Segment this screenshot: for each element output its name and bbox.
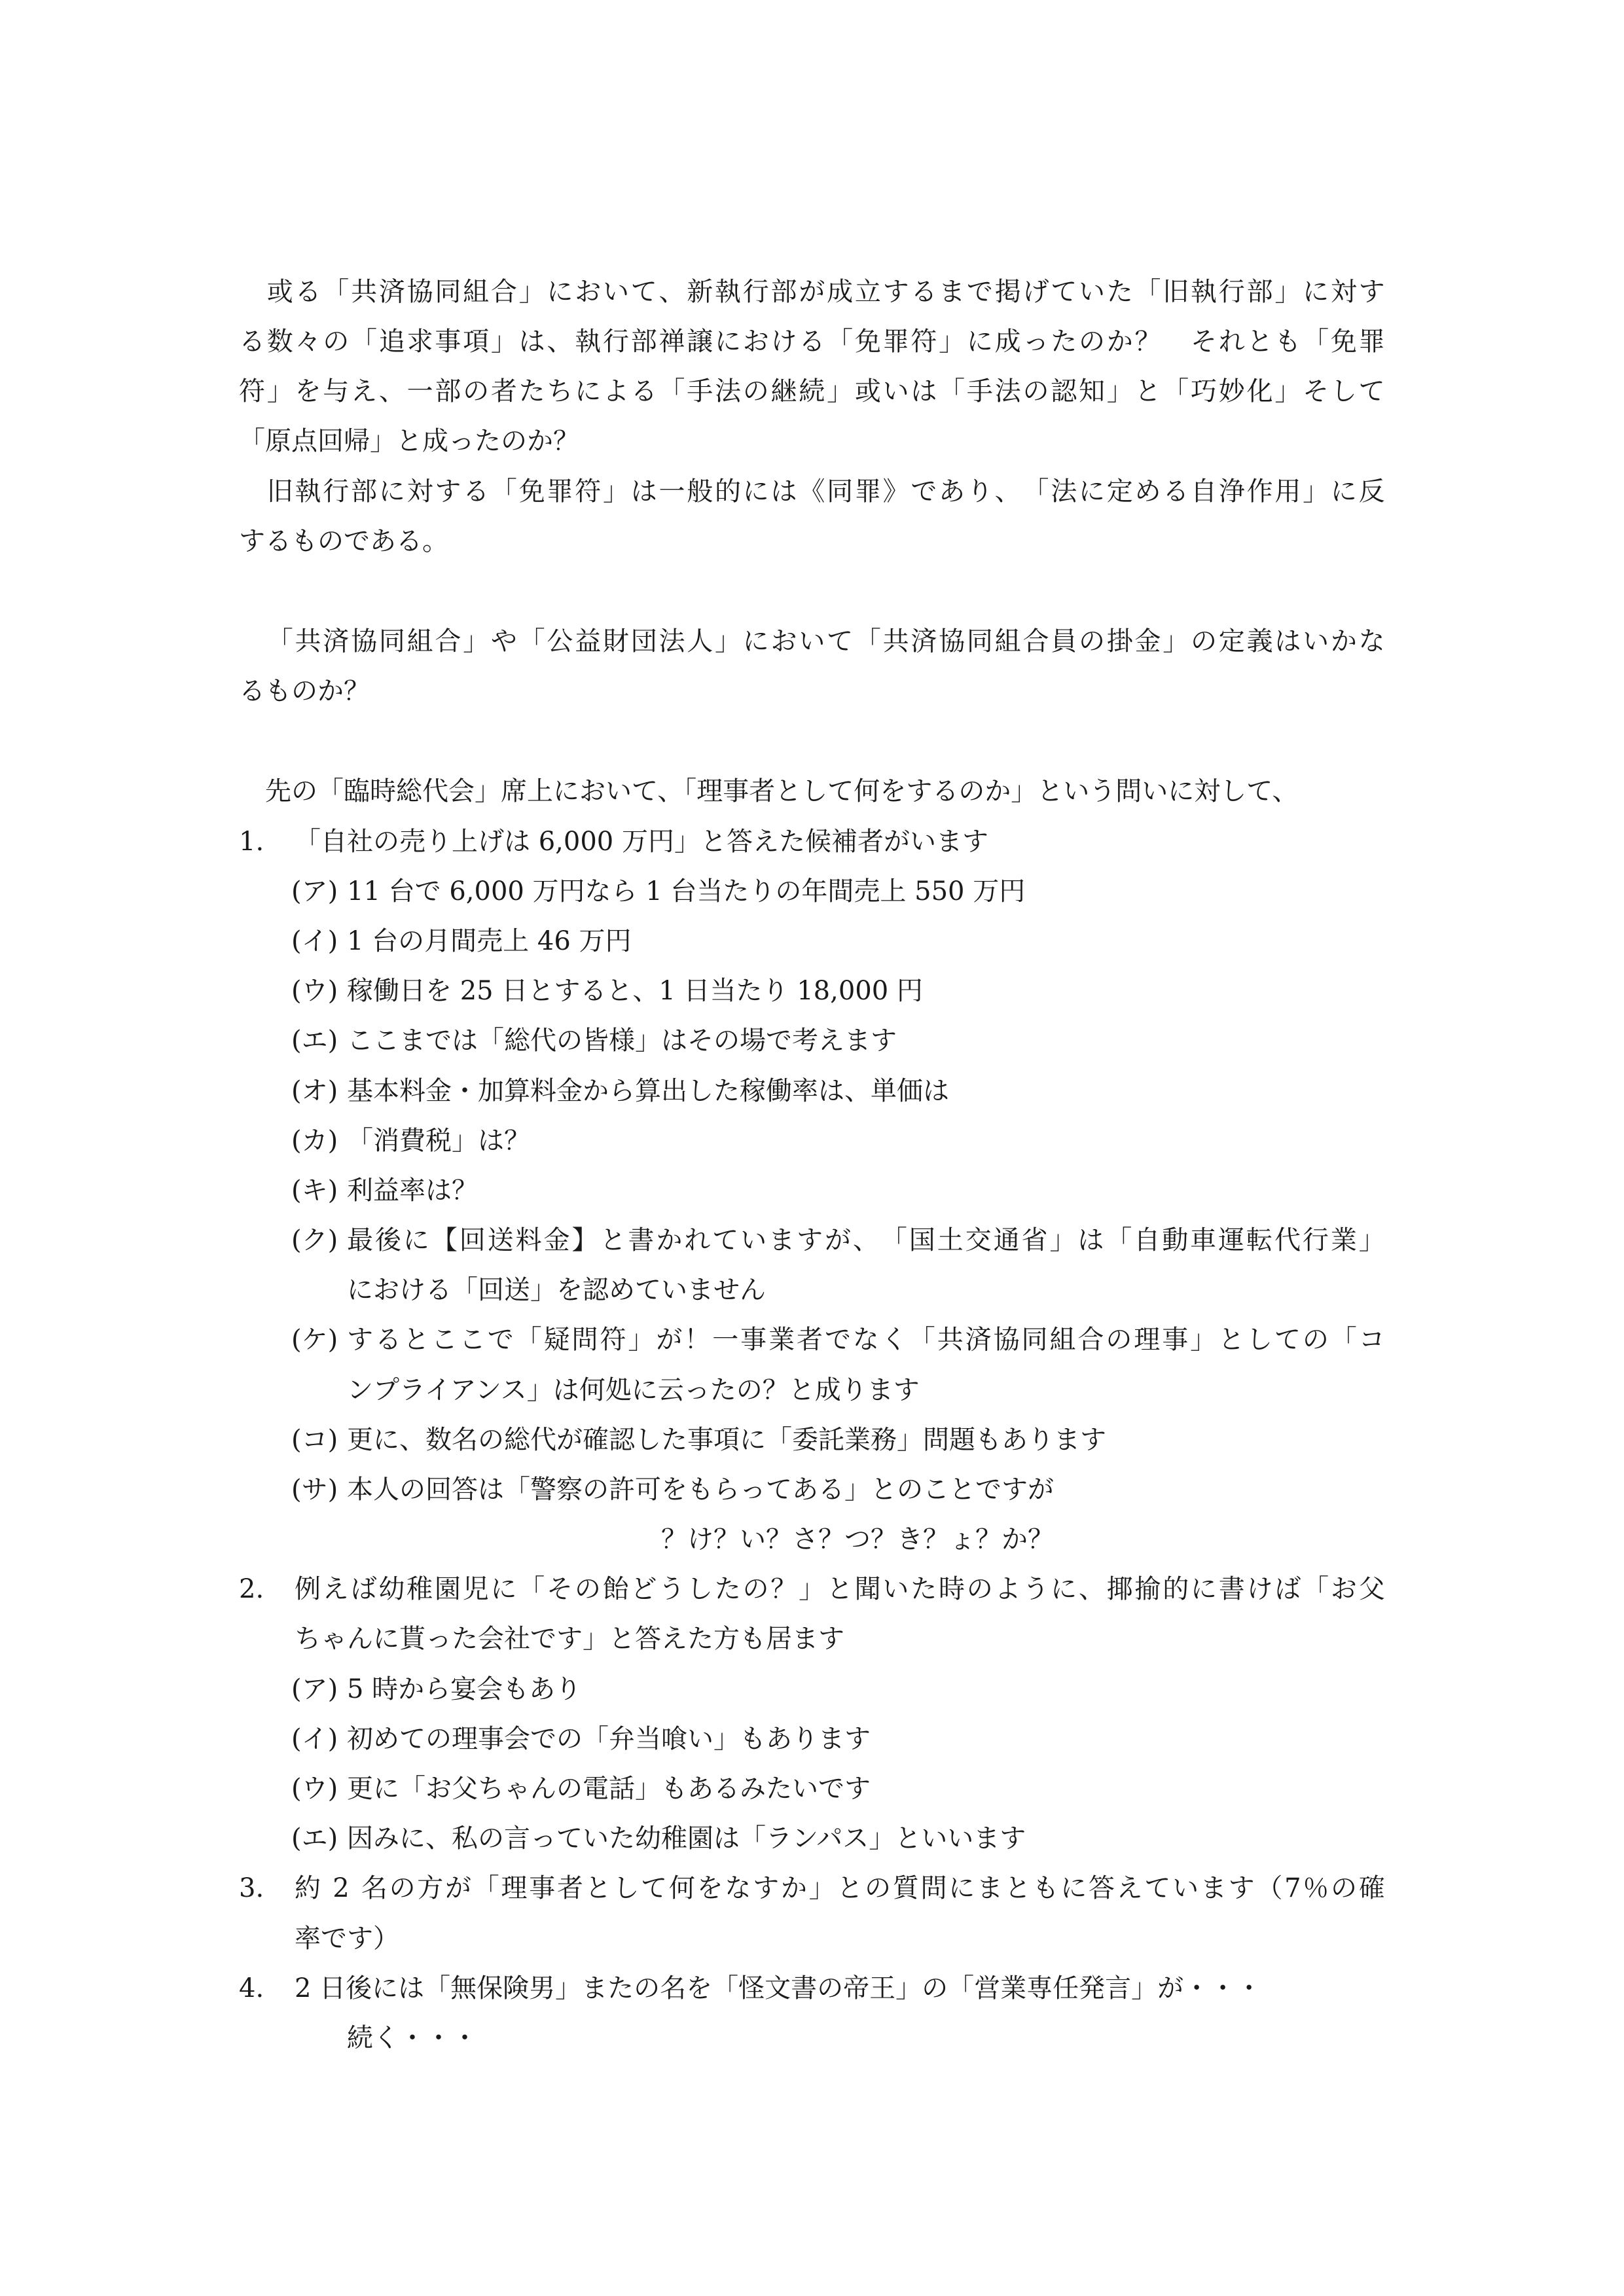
sub-item-text: 基本料金・加算料金から算出した稼働率は、単価は	[347, 1076, 949, 1106]
sub-item-label: (ク)	[291, 1225, 338, 1255]
list-item-4-text: 2 日後には「無保険男」またの名を「怪文書の帝王」の「営業専任発言」が・・・	[295, 1973, 1263, 2003]
sub-item-text: 「消費税」は？	[347, 1126, 530, 1156]
paragraph-3-line-1: 「 共 済 協 同 組 合 」 や 「 公 益 財 団 法 人 」 に お い て 「 共 済 協 同 組 合 員 の 掛 金 」 の 定 義 は い か な	[266, 626, 1385, 656]
sub-item-label: (カ)	[291, 1126, 338, 1156]
sub-item-text: 本人の回答は「警察の許可をもらってある」とのことですが	[347, 1475, 1054, 1505]
sub-item-text: す る と こ こ で 「 疑 問 符 」 が ！ 一 事 業 者 で な く 「 共 済 協 同 組 合 の 理 事 」 と し て の 「 コ	[347, 1325, 1385, 1355]
sub-item-text: 稼働日を 25 日とすると、1 日当たり 18,000 円	[347, 976, 923, 1006]
sub-item-text: 1 台の月間売上 46 万円	[347, 926, 632, 956]
paragraph-1-line-1: 或 る 「 共 済 協 同 組 合 」 に お い て 、 新 執 行 部 が 成 立 す る ま で 掲 げ て い た 「 旧 執 行 部 」 に 対 す	[266, 277, 1385, 307]
sub-item-text: 更に「お父ちゃんの電話」もあるみたいです	[347, 1774, 871, 1804]
sub-item-text: 初めての理事会での「弁当喰い」もあります	[347, 1724, 871, 1754]
list-item-2-text-continued: ちゃんに貰った会社です」と答えた方も居ます	[295, 1624, 844, 1654]
sub-item-text: 5 時から宴会もあり	[347, 1674, 582, 1704]
sub-item-label: (ア)	[291, 876, 338, 906]
sub-item-text: 因みに、私の言っていた幼稚園は「ランパス」といいます	[347, 1823, 1026, 1854]
sub-item-label: (イ)	[291, 1724, 338, 1754]
list-item-2-text: 例 え ば 幼 稚 園 児 に 「 そ の 飴 ど う し た の ？ 」 と 聞 い た 時 の よ う に 、 揶 揄 的 に 書 け ば 「 お 父	[295, 1574, 1385, 1604]
sub-item-label: (イ)	[291, 926, 338, 956]
list-item-3-text-continued: 率です）	[295, 1924, 399, 1954]
paragraph-2-line-2: するものである。	[239, 526, 448, 556]
paragraph-1-line-2: る 数 々 の 「 追 求 事 項 」 は 、 執 行 部 禅 譲 に お け る 「 免 罪 符 」 に 成 っ た の か ？ そ れ と も 「 免 罪	[239, 327, 1385, 357]
list-item-3-number: 3.	[239, 1873, 264, 1903]
sub-item-label: (ア)	[291, 1674, 338, 1704]
continuation-text: 続く・・・	[347, 2023, 478, 2053]
sub-item-label: (オ)	[291, 1076, 338, 1106]
paragraph-3-line-2: るものか？	[239, 676, 370, 706]
sub-item-text: ここまでは「総代の皆様」はその場で考えます	[347, 1026, 897, 1056]
sub-item-text: 利益率は？	[347, 1175, 478, 1206]
paragraph-1-line-4: 「原点回帰」と成ったのか？	[239, 426, 579, 456]
sub-item-text: 更に、数名の総代が確認した事項に「委託業務」問題もあります	[347, 1425, 1106, 1455]
sub-item-label: (ケ)	[291, 1325, 338, 1355]
sub-item-label: (サ)	[291, 1475, 338, 1505]
list-item-3-text: 約 2 名 の 方 が 「 理 事 者 と し て 何 を な す か 」 と の 質 問 に ま と も に 答 え て い ま す （ 7 ％ の 確	[295, 1873, 1385, 1903]
list-intro: 先の「臨時総代会」席上において、「理事者として何をするのか」という問いに対して、	[239, 776, 1299, 806]
sub-item-label: (ウ)	[291, 976, 338, 1006]
sub-item-label: (コ)	[291, 1425, 338, 1455]
list-item-1-text: 「自社の売り上げは 6,000 万円」と答えた候補者がいます	[295, 827, 988, 857]
list-item-4-number: 4.	[239, 1973, 264, 2003]
sub-item-label: (ウ)	[291, 1774, 338, 1804]
paragraph-2-line-1: 旧 執 行 部 に 対 す る 「 免 罪 符 」 は 一 般 的 に は 《 同 罪 》 で あ り 、 「 法 に 定 め る 自 浄 作 用 」 に 反	[266, 476, 1385, 507]
sub-item-text: 11 台で 6,000 万円なら 1 台当たりの年間売上 550 万円	[347, 876, 1026, 906]
sub-item-label: (エ)	[291, 1026, 338, 1056]
sub-item-text-continued: における「回送」を認めていません	[347, 1275, 766, 1305]
sub-item-label: (キ)	[291, 1175, 338, 1206]
sub-item-label: (エ)	[291, 1823, 338, 1854]
question-sequence: ？け？い？さ？つ？き？ょ？か？	[661, 1524, 1054, 1554]
sub-item-text-continued: ンプライアンス」は何処に云ったの？と成ります	[347, 1375, 920, 1405]
paragraph-1-line-3: 符 」 を 与 え 、 一 部 の 者 た ち に よ る 「 手 法 の 継 続 」 或 い は 「 手 法 の 認 知 」 と 「 巧 妙 化 」 そ し て	[239, 376, 1385, 406]
list-item-1-number: 1.	[239, 827, 264, 857]
list-item-2-number: 2.	[239, 1574, 264, 1604]
sub-item-text: 最 後 に 【 回 送 料 金 】 と 書 か れ て い ま す が 、 「 国 土 交 通 省 」 は 「 自 動 車 運 転 代 行 業 」	[347, 1225, 1385, 1255]
